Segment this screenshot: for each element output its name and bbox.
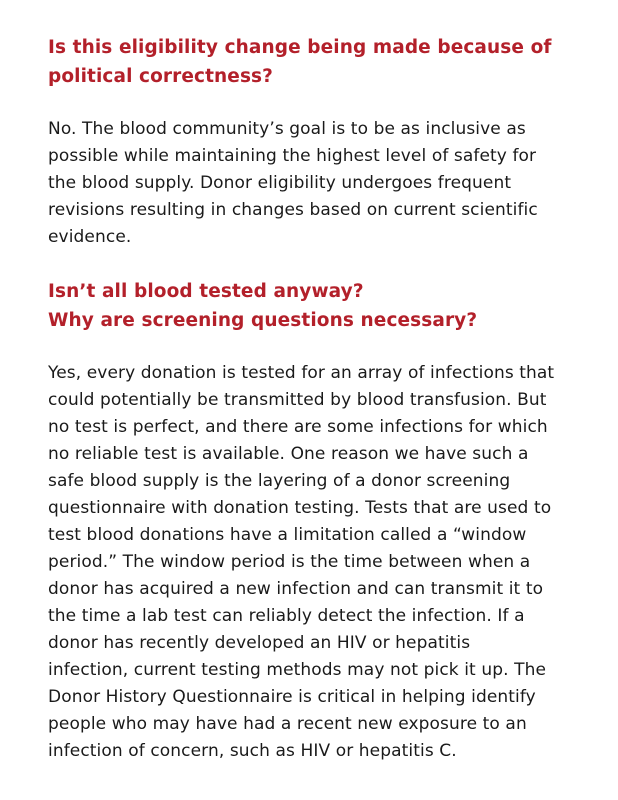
answer-line: the time a lab test can reliably detect the infection. If a [48, 606, 525, 626]
answer-line: Yes, every donation is tested for an array of infections that [48, 363, 555, 383]
answer-line: period.” The window period is the time between when a [48, 552, 531, 572]
answer-line: revisions resulting in changes based on current scientific [48, 200, 538, 220]
answer-paragraph [48, 116, 578, 251]
answer-line: people who may have had a recent new exposure to an [48, 714, 527, 734]
answer-line: the blood supply. Donor eligibility undergoes frequent [48, 173, 512, 193]
faq-section-blood-testing [48, 277, 578, 765]
answer-line: infection of concern, such as HIV or hepatitis C. [48, 741, 457, 761]
answer-line: no reliable test is available. One reason we have such a [48, 444, 529, 464]
answer-line: infection, current testing methods may not pick it up. The [48, 660, 547, 680]
question-heading [48, 33, 578, 91]
answer-line: safe blood supply is the layering of a donor screening [48, 471, 511, 491]
answer-line: no test is perfect, and there are some infections for which [48, 417, 548, 437]
answer-paragraph [48, 360, 578, 765]
question-line: Is this eligibility change being made because of [48, 37, 552, 58]
question-line: Isn’t all blood tested anyway? [48, 281, 364, 302]
question-line: Why are screening questions necessary? [48, 310, 478, 331]
faq-page [48, 33, 578, 765]
answer-line: Donor History Questionnaire is critical in helping identify [48, 687, 536, 707]
question-line: political correctness? [48, 66, 274, 87]
answer-line: could potentially be transmitted by blood transfusion. But [48, 390, 547, 410]
question-heading [48, 277, 578, 335]
answer-line: test blood donations have a limitation called a “window [48, 525, 527, 545]
answer-line: possible while maintaining the highest level of safety for [48, 146, 537, 166]
answer-line: evidence. [48, 227, 132, 247]
answer-line: donor has recently developed an HIV or hepatitis [48, 633, 471, 653]
answer-line: No. The blood community’s goal is to be as inclusive as [48, 119, 526, 139]
faq-section-political-correctness [48, 33, 578, 251]
answer-line: donor has acquired a new infection and can transmit it to [48, 579, 544, 599]
answer-line: questionnaire with donation testing. Tests that are used to [48, 498, 552, 518]
